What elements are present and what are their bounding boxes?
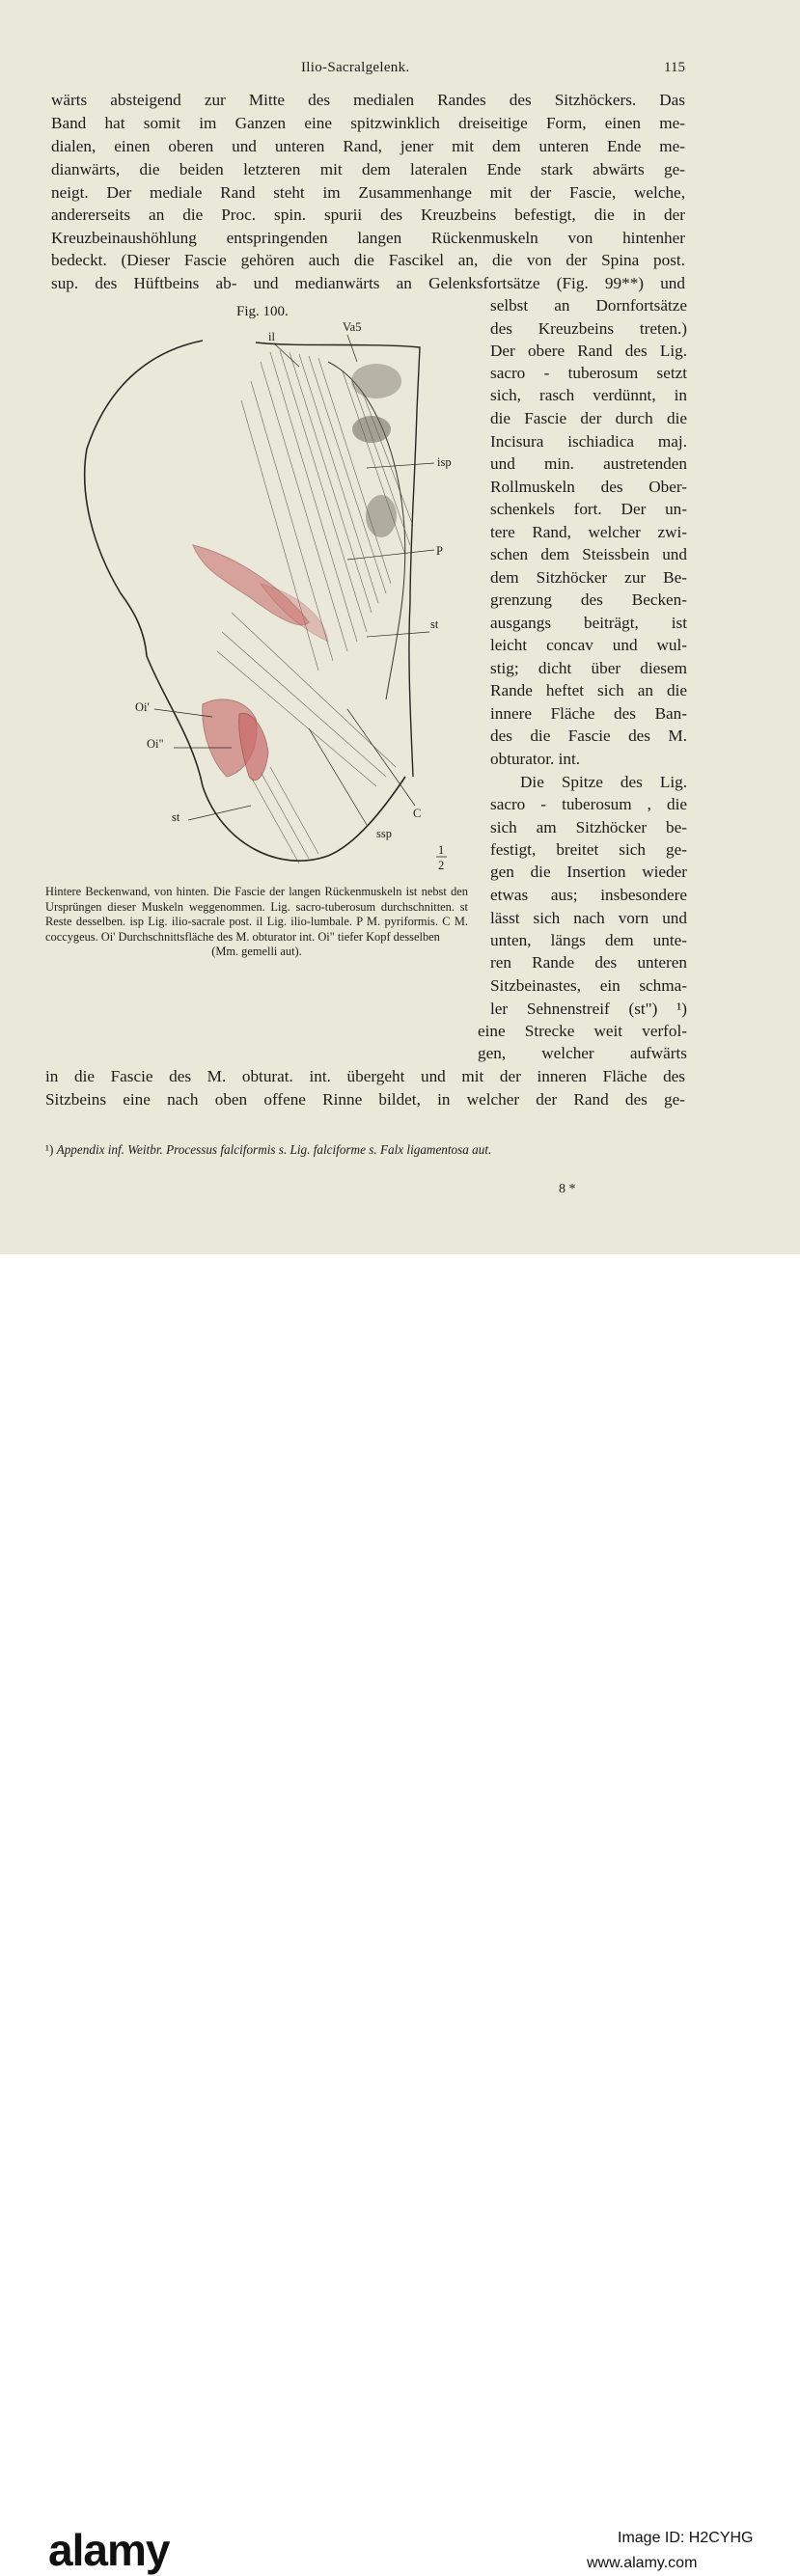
side-line: Die Spitze des Lig. — [520, 773, 687, 791]
side-line: ausgangs beiträgt, ist — [490, 614, 687, 632]
figure-caption — [45, 885, 468, 960]
footnote — [45, 1141, 682, 1159]
label-oi2: Oi" — [147, 737, 164, 751]
figure-title: Fig. 100. — [236, 304, 289, 319]
body-line: sup. des Hüftbeins ab- und medianwärts an Gelenksfortsätze (Fig. 99**) und — [51, 274, 685, 292]
label-il: il — [268, 330, 275, 343]
leader-lines — [154, 335, 434, 825]
side-line: Incisura ischiadica maj. — [490, 432, 687, 451]
side-line: selbst an Dornfortsätze — [490, 296, 687, 315]
label-st-right: st — [430, 617, 439, 631]
label-p: P — [436, 544, 443, 558]
label-ssp: ssp — [376, 827, 392, 840]
side-line: Der obere Rand des Lig. — [490, 342, 687, 360]
side-line: sacro - tuberosum setzt — [490, 364, 687, 382]
side-line: ren Rande des unteren — [490, 953, 687, 972]
page-number: 115 — [664, 60, 685, 75]
side-line: obturator. int. — [490, 750, 581, 768]
scale-denominator: 2 — [438, 859, 445, 872]
footnote-text: Appendix inf. Weitbr. Processus falciformis s. Lig. falciforme s. Falx ligamentosa aut. — [56, 1142, 492, 1157]
sacrum-outline — [256, 343, 420, 777]
body-line: in die Fascie des M. obturat. int. übergeht und mit der inneren Fläche des — [45, 1067, 685, 1085]
stock-watermark-band — [0, 1254, 800, 2575]
body-line: wärts absteigend zur Mitte des medialen Randes des Sitzhöckers. Das — [51, 91, 685, 109]
side-line: sich, rasch verdünnt, in — [490, 386, 687, 404]
side-line: schen dem Steissbein und — [490, 545, 687, 563]
footnote-marker: ¹) — [45, 1142, 54, 1157]
book-page — [0, 0, 800, 1254]
image-id: Image ID: H2CYHG — [618, 2530, 754, 2546]
side-line: dem Sitzhöcker zur Be- — [490, 568, 687, 587]
body-line: Band hat somit im Ganzen eine spitzwinklich dreiseitige Form, einen me- — [51, 114, 685, 132]
side-line: eine Strecke weit verfol- — [478, 1022, 687, 1040]
body-line: andererseits an die Proc. spin. spurii des Kreuzbeins befestigt, die in der — [51, 206, 685, 224]
side-line: lässt sich nach vorn und — [490, 909, 687, 927]
side-line: etwas aus; insbesondere — [490, 886, 687, 904]
obturator-deep-head — [239, 713, 268, 781]
sacral-foramen — [366, 495, 397, 537]
side-line: sich am Sitzhöcker be- — [490, 818, 687, 836]
sacral-foramen — [351, 364, 401, 398]
label-c: C — [413, 807, 422, 820]
side-line: schenkels fort. Der un- — [490, 500, 687, 518]
side-line: des die Fascie des M. — [490, 726, 687, 745]
side-line: tere Rand, welcher zwi- — [490, 523, 687, 541]
side-line: ler Sehnenstreif (st") ¹) — [490, 1000, 687, 1018]
label-va5: Va5 — [343, 320, 362, 334]
sacral-foramen — [352, 416, 391, 443]
pelvis-illustration — [77, 304, 463, 873]
sacral-crest — [328, 362, 405, 699]
side-line: die Fascie der durch die — [490, 409, 687, 427]
body-line: neigt. Der mediale Rand steht im Zusammenhange mit der Fascie, welche, — [51, 183, 685, 202]
side-line: stig; dicht über diesem — [490, 659, 687, 677]
side-line: sacro - tuberosum , die — [490, 795, 687, 813]
side-line: innere Fläche des Ban- — [490, 704, 687, 723]
side-line: grenzung des Becken- — [490, 590, 687, 609]
side-line: gen, welcher aufwärts — [478, 1044, 687, 1062]
side-line: unten, längs dem unte- — [490, 931, 687, 949]
body-line: dianwärts, die beiden letzteren mit dem lateralen Ende stark abwärts ge- — [51, 160, 685, 178]
side-line: Rollmuskeln des Ober- — [490, 478, 687, 496]
body-line: Kreuzbeinaushöhlung entspringenden langen Rückenmuskeln von hintenher — [51, 229, 685, 247]
alamy-logo: alamy — [48, 2525, 170, 2575]
body-line: bedeckt. (Dieser Fascie gehören auch die Fascikel an, die von der Spina post. — [51, 251, 685, 269]
running-header: Ilio-Sacralgelenk. — [301, 60, 410, 75]
stock-url: www.alamy.com — [587, 2555, 698, 2571]
side-line: leicht concav und wul- — [490, 636, 687, 654]
body-line: dialen, einen oberen und unteren Rand, jener mit dem unteren Ende me- — [51, 137, 685, 155]
sheet-signature: 8 * — [559, 1182, 576, 1196]
side-line: und min. austretenden — [490, 454, 687, 473]
side-line: gen die Insertion wieder — [490, 863, 687, 881]
caption-text: Hintere Beckenwand, von hinten. Die Fascie der langen Rückenmuskeln ist nebst den Ursprüngen dieser Muskeln weggenommen. Lig. sacro-tuberosum durchschnitten. st Reste desselben. isp Lig. ilio-sacrale post. il Lig. ilio-lumbale. P M. pyriformis. C M. coccygeus. Oi' Durchschnittsfläche des M. obturator int. Oi" tiefer Kopf desselben — [45, 885, 468, 944]
scale-numerator: 1 — [438, 843, 445, 857]
side-line: Sitzbeinastes, ein schma- — [490, 976, 687, 995]
side-line: Rande heftet sich an die — [490, 681, 687, 699]
caption-end: (Mm. gemelli aut). — [211, 945, 302, 959]
label-isp: isp — [437, 455, 452, 469]
label-oi1: Oi' — [135, 700, 150, 714]
muscle-section — [261, 584, 328, 642]
label-st-left: st — [172, 810, 180, 824]
side-line: festigt, breitet sich ge- — [490, 840, 687, 859]
body-line: Sitzbeins eine nach oben offene Rinne bildet, in welcher der Rand des ge- — [45, 1090, 685, 1109]
side-line: des Kreuzbeins treten.) — [490, 319, 687, 338]
